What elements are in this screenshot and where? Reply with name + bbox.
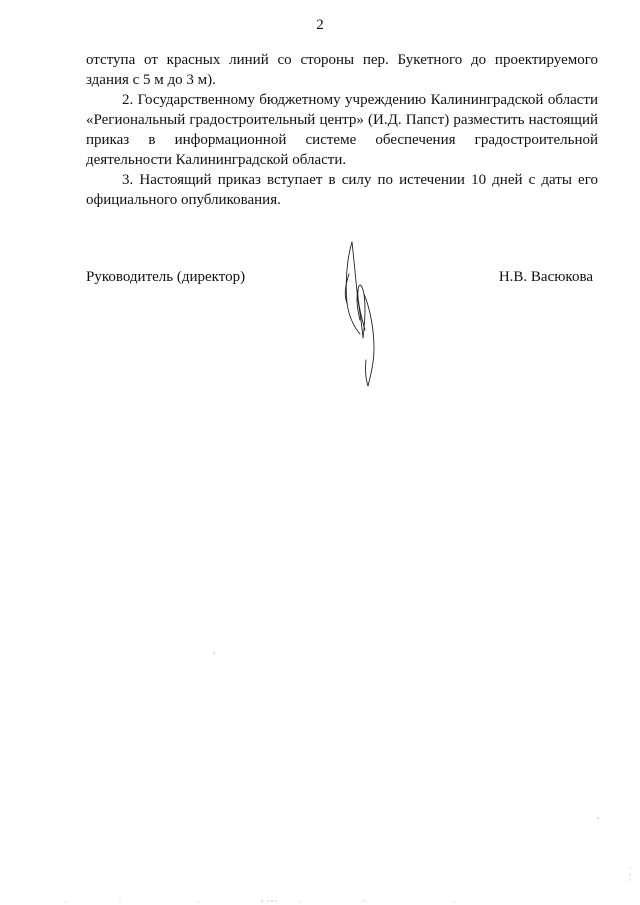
page-number: 2 <box>316 17 324 33</box>
paragraph-item-3: 3. Настоящий приказ вступает в силу по истечении 10 дней с даты его официального опубликования. <box>86 172 598 208</box>
paragraph-continuation: отступа от красных линий со стороны пер. Букетного до проектируемого здания с 5 м до 3 м). <box>86 52 598 88</box>
signatory-title: Руководитель (директор) <box>86 269 246 285</box>
paragraph-item-2: 2. Государственному бюджетному учреждению Калининградской области «Региональный градостроительный центр» (И.Д. Папст) разместить настоящий приказ в информационной системе обеспечения градостроительной деятельности Калининградской области. <box>86 92 598 168</box>
signatory-name: Н.В. Васюкова <box>498 269 593 285</box>
